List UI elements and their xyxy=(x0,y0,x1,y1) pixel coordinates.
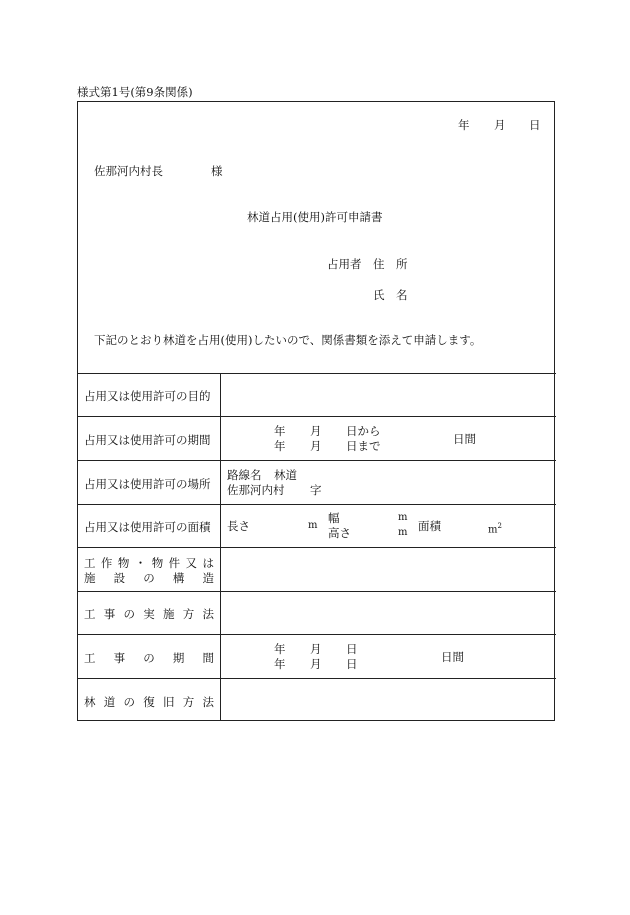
period-start-year: 年 xyxy=(274,424,286,438)
location-field[interactable] xyxy=(222,462,554,503)
label-char: 旧 xyxy=(163,695,175,709)
label-char: 施 xyxy=(163,607,175,621)
area-label: 占用又は使用許可の面積 xyxy=(84,520,211,534)
applicant-name-label: 氏 名 xyxy=(373,288,408,302)
row-divider xyxy=(77,460,556,461)
route-name-value: 林道 xyxy=(274,468,297,482)
addressee-name: 佐那河内村長 xyxy=(94,164,163,178)
label-char: 施 xyxy=(84,571,96,585)
construction-period-field[interactable] xyxy=(222,636,554,677)
label-char: 工 xyxy=(84,556,96,570)
applicant-role: 占用者 xyxy=(327,257,362,271)
label-char: 法 xyxy=(202,607,214,621)
area-size-label: 面積 xyxy=(418,519,441,533)
area-unit: $m^2$ xyxy=(488,522,502,536)
cperiod-end-day: 日 xyxy=(346,657,358,671)
period-label: 占用又は使用許可の期間 xyxy=(84,433,211,447)
construction-period-label xyxy=(84,650,214,666)
period-end-year: 年 xyxy=(274,439,286,453)
label-char: は xyxy=(202,556,214,570)
row-divider xyxy=(77,678,556,679)
label-char: 物 xyxy=(117,556,130,570)
period-field[interactable] xyxy=(222,418,554,459)
length-unit: m xyxy=(308,520,318,531)
height-unit: m xyxy=(398,527,408,538)
label-char: 間 xyxy=(202,651,214,665)
row-divider xyxy=(77,504,556,505)
label-char: 事 xyxy=(113,651,126,665)
width-unit: m xyxy=(398,512,408,523)
label-char: 物 xyxy=(151,556,164,570)
label-char: 法 xyxy=(202,695,214,709)
label-char: 又 xyxy=(185,556,198,570)
applicant-address-label: 住 所 xyxy=(373,257,408,271)
label-char: の xyxy=(123,607,135,621)
table-column-divider xyxy=(220,373,221,721)
intro-text: 下記のとおり林道を占用(使用)したいので、関係書類を添えて申請します。 xyxy=(94,333,482,347)
date-month-label: 月 xyxy=(494,118,506,132)
period-start-month: 月 xyxy=(310,424,322,438)
label-char: 作 xyxy=(100,556,113,570)
period-days-label: 日間 xyxy=(453,432,476,446)
structure-label-line2 xyxy=(84,570,214,586)
period-start-day: 日から xyxy=(346,424,381,438)
label-char: 工 xyxy=(84,651,96,665)
label-char: 復 xyxy=(143,695,155,709)
construction-method-label xyxy=(84,606,214,622)
label-char: 期 xyxy=(172,651,185,665)
restoration-method-label xyxy=(84,694,214,710)
cperiod-end-year: 年 xyxy=(274,657,286,671)
length-label: 長さ xyxy=(227,519,250,533)
date-day-label: 日 xyxy=(529,118,541,132)
cperiod-start-day: 日 xyxy=(346,642,358,656)
row-divider xyxy=(77,416,556,417)
village-name: 佐那河内村 xyxy=(227,483,285,497)
label-char: の xyxy=(123,695,135,709)
row-divider xyxy=(77,634,556,635)
label-char: 事 xyxy=(103,607,116,621)
label-char: 方 xyxy=(182,607,195,621)
label-char: ・ xyxy=(134,556,147,570)
row-divider xyxy=(77,591,556,592)
label-char: 実 xyxy=(143,607,155,621)
restoration-method-field[interactable] xyxy=(222,680,554,720)
label-char: 構 xyxy=(172,571,185,585)
row-divider xyxy=(77,547,556,548)
table-top-border xyxy=(77,373,556,374)
cperiod-end-month: 月 xyxy=(310,657,322,671)
cperiod-start-month: 月 xyxy=(310,642,322,656)
purpose-label: 占用又は使用許可の目的 xyxy=(84,389,211,403)
period-end-month: 月 xyxy=(310,439,322,453)
height-label: 高さ xyxy=(328,526,351,540)
addressee-honorific: 様 xyxy=(211,164,223,178)
aza-label: 字 xyxy=(310,483,322,497)
label-char: 設 xyxy=(113,571,126,585)
cperiod-start-year: 年 xyxy=(274,642,286,656)
label-char: の xyxy=(143,651,155,665)
label-char: の xyxy=(143,571,155,585)
width-label: 幅 xyxy=(328,511,340,525)
form-number-label: 様式第1号(第9条関係) xyxy=(77,85,193,99)
label-char: 件 xyxy=(168,556,181,570)
purpose-field[interactable] xyxy=(222,375,554,415)
period-end-day: 日まで xyxy=(346,439,381,453)
route-name-label: 路線名 xyxy=(227,468,262,482)
location-label: 占用又は使用許可の場所 xyxy=(84,477,211,491)
area-field[interactable] xyxy=(222,506,554,546)
label-char: 方 xyxy=(182,695,195,709)
construction-method-field[interactable] xyxy=(222,593,554,633)
structure-field[interactable] xyxy=(222,549,554,590)
structure-label-line1 xyxy=(84,555,214,571)
label-char: 工 xyxy=(84,607,96,621)
label-char: 造 xyxy=(202,571,214,585)
cperiod-days-label: 日間 xyxy=(441,650,464,664)
document-title: 林道占用(使用)許可申請書 xyxy=(247,210,383,224)
label-char: 林 xyxy=(84,695,96,709)
date-year-label: 年 xyxy=(458,118,470,132)
label-char: 道 xyxy=(103,695,116,709)
